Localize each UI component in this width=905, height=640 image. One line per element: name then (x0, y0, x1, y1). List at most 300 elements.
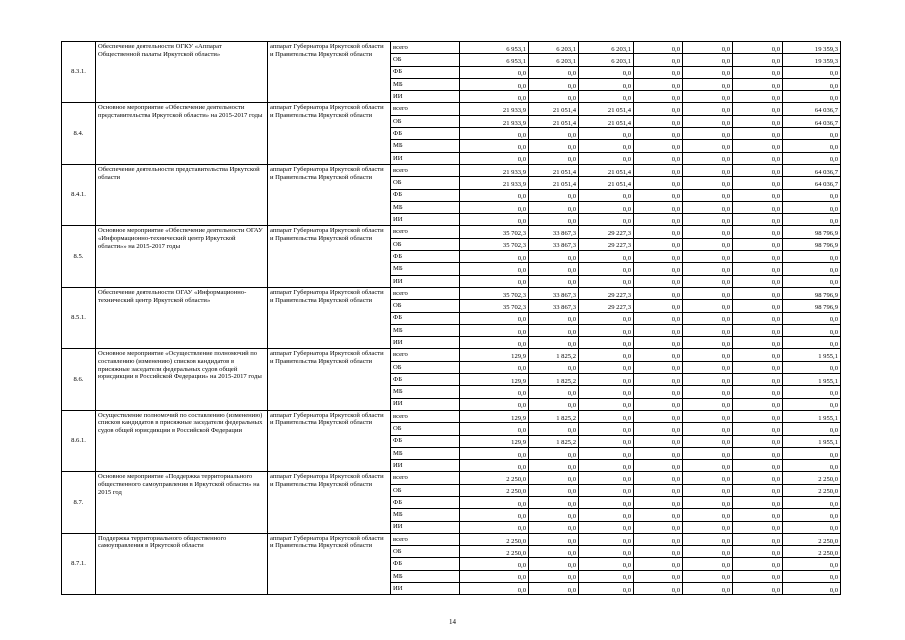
funding-source-cell: всего (391, 472, 460, 484)
value-cell: 21 051,4 (529, 103, 579, 115)
value-cell: 0,0 (683, 570, 733, 582)
value-cell: 0,0 (733, 324, 783, 336)
total-value-cell: 64 036,7 (783, 164, 841, 176)
value-cell: 0,0 (733, 374, 783, 386)
value-cell: 0,0 (683, 177, 733, 189)
funding-source-cell: всего (391, 533, 460, 545)
value-cell: 0,0 (683, 484, 733, 496)
value-cell: 0,0 (733, 91, 783, 103)
value-cell: 0,0 (683, 312, 733, 324)
value-cell: 6 953,1 (460, 54, 529, 66)
value-cell: 0,0 (733, 361, 783, 373)
value-cell: 0,0 (529, 583, 579, 595)
value-cell: 0,0 (460, 583, 529, 595)
item-name-cell: Основное мероприятие «Обеспечение деятельности ОГАУ «Информационно-технический центр Иркутской области»» на 2015-2017 годы (96, 226, 268, 287)
value-cell: 21 051,4 (529, 164, 579, 176)
value-cell: 0,0 (634, 472, 683, 484)
executor-cell: аппарат Губернатора Иркутской области и Правительства Иркутской области (268, 349, 391, 410)
executor-cell: аппарат Губернатора Иркутской области и Правительства Иркутской области (268, 533, 391, 594)
item-name-cell: Обеспечение деятельности представительства Иркутской области (96, 164, 268, 225)
total-value-cell: 0,0 (783, 496, 841, 508)
value-cell: 0,0 (733, 570, 783, 582)
funding-source-cell: ОБ (391, 546, 460, 558)
funding-source-cell: ФБ (391, 128, 460, 140)
value-cell: 0,0 (683, 447, 733, 459)
funding-source-cell: МБ (391, 140, 460, 152)
value-cell: 0,0 (733, 128, 783, 140)
value-cell: 0,0 (529, 324, 579, 336)
value-cell: 0,0 (683, 78, 733, 90)
value-cell: 0,0 (529, 472, 579, 484)
funding-source-cell: МБ (391, 201, 460, 213)
value-cell: 0,0 (733, 287, 783, 299)
funding-source-cell: всего (391, 103, 460, 115)
value-cell: 21 051,4 (579, 103, 634, 115)
value-cell: 0,0 (634, 300, 683, 312)
funding-source-cell: МБ (391, 447, 460, 459)
value-cell: 0,0 (579, 460, 634, 472)
value-cell: 21 051,4 (529, 177, 579, 189)
value-cell: 0,0 (733, 546, 783, 558)
value-cell: 21 933,9 (460, 103, 529, 115)
executor-cell: аппарат Губернатора Иркутской области и Правительства Иркутской области (268, 410, 391, 471)
total-value-cell: 0,0 (783, 361, 841, 373)
value-cell: 0,0 (529, 521, 579, 533)
value-cell: 0,0 (733, 263, 783, 275)
total-value-cell: 0,0 (783, 447, 841, 459)
value-cell: 0,0 (529, 361, 579, 373)
value-cell: 0,0 (460, 312, 529, 324)
value-cell: 0,0 (579, 447, 634, 459)
value-cell: 0,0 (733, 177, 783, 189)
value-cell: 29 227,3 (579, 238, 634, 250)
value-cell: 0,0 (683, 324, 733, 336)
value-cell: 2 250,0 (460, 472, 529, 484)
value-cell: 0,0 (460, 66, 529, 78)
value-cell: 0,0 (733, 509, 783, 521)
total-value-cell: 0,0 (783, 91, 841, 103)
value-cell: 0,0 (634, 128, 683, 140)
value-cell: 2 250,0 (460, 484, 529, 496)
value-cell: 0,0 (733, 201, 783, 213)
value-cell: 0,0 (529, 189, 579, 201)
value-cell: 0,0 (634, 115, 683, 127)
total-value-cell: 0,0 (783, 128, 841, 140)
value-cell: 0,0 (733, 300, 783, 312)
total-value-cell: 2 250,0 (783, 484, 841, 496)
total-value-cell: 98 796,9 (783, 287, 841, 299)
total-value-cell: 0,0 (783, 423, 841, 435)
value-cell: 0,0 (683, 263, 733, 275)
value-cell: 129,9 (460, 349, 529, 361)
value-cell: 0,0 (683, 509, 733, 521)
value-cell: 0,0 (634, 509, 683, 521)
value-cell: 29 227,3 (579, 300, 634, 312)
value-cell: 0,0 (460, 496, 529, 508)
value-cell: 0,0 (579, 484, 634, 496)
executor-cell: аппарат Губернатора Иркутской области и Правительства Иркутской области (268, 226, 391, 287)
value-cell: 0,0 (579, 398, 634, 410)
total-value-cell: 0,0 (783, 312, 841, 324)
value-cell: 0,0 (529, 78, 579, 90)
value-cell: 0,0 (683, 460, 733, 472)
total-value-cell: 0,0 (783, 509, 841, 521)
item-code-cell: 8.4. (62, 103, 96, 164)
value-cell: 0,0 (579, 128, 634, 140)
value-cell: 0,0 (634, 558, 683, 570)
page-number: 14 (449, 618, 456, 626)
value-cell: 0,0 (683, 251, 733, 263)
value-cell: 0,0 (579, 201, 634, 213)
value-cell: 0,0 (733, 103, 783, 115)
value-cell: 0,0 (460, 189, 529, 201)
value-cell: 0,0 (634, 447, 683, 459)
value-cell: 21 051,4 (579, 177, 634, 189)
total-value-cell: 0,0 (783, 275, 841, 287)
value-cell: 0,0 (683, 238, 733, 250)
funding-source-cell: ФБ (391, 435, 460, 447)
value-cell: 0,0 (683, 410, 733, 422)
value-cell: 6 203,1 (579, 42, 634, 54)
value-cell: 35 702,3 (460, 300, 529, 312)
total-value-cell: 0,0 (783, 152, 841, 164)
value-cell: 0,0 (683, 42, 733, 54)
value-cell: 0,0 (529, 263, 579, 275)
value-cell: 0,0 (683, 337, 733, 349)
value-cell: 0,0 (579, 78, 634, 90)
executor-cell: аппарат Губернатора Иркутской области и Правительства Иркутской области (268, 287, 391, 348)
funding-source-cell: ОБ (391, 238, 460, 250)
funding-source-cell: ФБ (391, 374, 460, 386)
value-cell: 0,0 (683, 140, 733, 152)
value-cell: 0,0 (529, 423, 579, 435)
value-cell: 0,0 (733, 251, 783, 263)
value-cell: 129,9 (460, 410, 529, 422)
value-cell: 0,0 (460, 447, 529, 459)
funding-source-cell: МБ (391, 78, 460, 90)
funding-source-cell: ИИ (391, 460, 460, 472)
funding-source-cell: ФБ (391, 251, 460, 263)
value-cell: 0,0 (579, 189, 634, 201)
value-cell: 0,0 (460, 324, 529, 336)
value-cell: 0,0 (733, 164, 783, 176)
value-cell: 0,0 (634, 66, 683, 78)
value-cell: 0,0 (529, 91, 579, 103)
table-row (62, 164, 841, 176)
value-cell: 0,0 (634, 226, 683, 238)
item-name-cell: Поддержка территориального общественного самоуправления в Иркутской области (96, 533, 268, 594)
value-cell: 0,0 (579, 435, 634, 447)
total-value-cell: 0,0 (783, 66, 841, 78)
value-cell: 0,0 (460, 521, 529, 533)
value-cell: 0,0 (683, 398, 733, 410)
total-value-cell: 98 796,9 (783, 226, 841, 238)
value-cell: 6 203,1 (529, 42, 579, 54)
budget-table-body (62, 42, 841, 595)
value-cell: 0,0 (634, 410, 683, 422)
value-cell: 0,0 (460, 398, 529, 410)
value-cell: 0,0 (460, 128, 529, 140)
value-cell: 1 825,2 (529, 410, 579, 422)
value-cell: 0,0 (634, 103, 683, 115)
total-value-cell: 0,0 (783, 386, 841, 398)
value-cell: 0,0 (579, 558, 634, 570)
value-cell: 33 867,3 (529, 226, 579, 238)
value-cell: 0,0 (733, 66, 783, 78)
value-cell: 0,0 (579, 496, 634, 508)
total-value-cell: 1 955,1 (783, 435, 841, 447)
value-cell: 21 933,9 (460, 115, 529, 127)
item-name-cell: Основное мероприятие «Осуществление полномочий по составлению (изменению) списков кандидатов в присяжные заседатели федеральных судов общей юрисдикции в Российской Федерации» на 2015-2017 годы (96, 349, 268, 410)
value-cell: 0,0 (460, 140, 529, 152)
value-cell: 0,0 (634, 496, 683, 508)
value-cell: 0,0 (683, 472, 733, 484)
table-row (62, 349, 841, 361)
funding-source-cell: ИИ (391, 337, 460, 349)
funding-source-cell: ФБ (391, 189, 460, 201)
total-value-cell: 0,0 (783, 521, 841, 533)
value-cell: 0,0 (733, 447, 783, 459)
value-cell: 0,0 (460, 509, 529, 521)
value-cell: 0,0 (529, 201, 579, 213)
value-cell: 0,0 (579, 66, 634, 78)
value-cell: 0,0 (683, 214, 733, 226)
value-cell: 0,0 (529, 251, 579, 263)
funding-source-cell: МБ (391, 263, 460, 275)
value-cell: 0,0 (634, 324, 683, 336)
value-cell: 0,0 (733, 214, 783, 226)
executor-cell: аппарат Губернатора Иркутской области и Правительства Иркутской области (268, 164, 391, 225)
value-cell: 0,0 (579, 214, 634, 226)
funding-source-cell: ОБ (391, 54, 460, 66)
table-row (62, 103, 841, 115)
value-cell: 0,0 (460, 558, 529, 570)
value-cell: 0,0 (460, 152, 529, 164)
value-cell: 0,0 (529, 398, 579, 410)
value-cell: 0,0 (683, 66, 733, 78)
value-cell: 0,0 (634, 78, 683, 90)
funding-source-cell: МБ (391, 324, 460, 336)
value-cell: 0,0 (733, 472, 783, 484)
value-cell: 0,0 (733, 337, 783, 349)
value-cell: 0,0 (733, 435, 783, 447)
value-cell: 0,0 (579, 509, 634, 521)
value-cell: 0,0 (529, 460, 579, 472)
value-cell: 0,0 (733, 423, 783, 435)
item-name-cell: Основное мероприятие «Обеспечение деятельности представительства Иркутской области» на 2015-2017 годы (96, 103, 268, 164)
value-cell: 0,0 (733, 275, 783, 287)
value-cell: 0,0 (683, 374, 733, 386)
value-cell: 0,0 (733, 460, 783, 472)
table-row (62, 533, 841, 545)
table-row (62, 287, 841, 299)
value-cell: 0,0 (529, 140, 579, 152)
funding-source-cell: МБ (391, 509, 460, 521)
value-cell: 0,0 (460, 337, 529, 349)
value-cell: 0,0 (529, 337, 579, 349)
funding-source-cell: ИИ (391, 398, 460, 410)
value-cell: 0,0 (634, 337, 683, 349)
funding-source-cell: ИИ (391, 214, 460, 226)
total-value-cell: 0,0 (783, 189, 841, 201)
value-cell: 0,0 (460, 214, 529, 226)
value-cell: 0,0 (634, 460, 683, 472)
value-cell: 0,0 (683, 583, 733, 595)
value-cell: 0,0 (634, 201, 683, 213)
value-cell: 129,9 (460, 435, 529, 447)
value-cell: 0,0 (634, 140, 683, 152)
value-cell: 0,0 (683, 423, 733, 435)
value-cell: 0,0 (733, 226, 783, 238)
value-cell: 0,0 (579, 337, 634, 349)
total-value-cell: 19 359,3 (783, 42, 841, 54)
executor-cell: аппарат Губернатора Иркутской области и Правительства Иркутской области (268, 103, 391, 164)
value-cell: 0,0 (529, 128, 579, 140)
item-code-cell: 8.7.1. (62, 533, 96, 594)
value-cell: 0,0 (579, 275, 634, 287)
value-cell: 0,0 (733, 533, 783, 545)
funding-source-cell: ФБ (391, 66, 460, 78)
value-cell: 0,0 (733, 238, 783, 250)
value-cell: 1 825,2 (529, 374, 579, 386)
value-cell: 0,0 (733, 484, 783, 496)
value-cell: 0,0 (529, 546, 579, 558)
value-cell: 0,0 (634, 189, 683, 201)
total-value-cell: 0,0 (783, 140, 841, 152)
value-cell: 0,0 (733, 521, 783, 533)
value-cell: 0,0 (683, 201, 733, 213)
value-cell: 21 051,4 (579, 164, 634, 176)
value-cell: 0,0 (529, 484, 579, 496)
total-value-cell: 0,0 (783, 324, 841, 336)
value-cell: 0,0 (579, 546, 634, 558)
value-cell: 0,0 (634, 238, 683, 250)
executor-cell: аппарат Губернатора Иркутской области и Правительства Иркутской области (268, 42, 391, 103)
value-cell: 29 227,3 (579, 226, 634, 238)
value-cell: 0,0 (460, 201, 529, 213)
total-value-cell: 0,0 (783, 558, 841, 570)
value-cell: 0,0 (579, 386, 634, 398)
funding-source-cell: ОБ (391, 177, 460, 189)
value-cell: 0,0 (460, 386, 529, 398)
value-cell: 0,0 (683, 349, 733, 361)
value-cell: 0,0 (579, 423, 634, 435)
item-code-cell: 8.5.1. (62, 287, 96, 348)
total-value-cell: 0,0 (783, 460, 841, 472)
value-cell: 35 702,3 (460, 238, 529, 250)
item-name-cell: Основное мероприятие «Поддержка территориального общественного самоуправления в Иркутской области» на 2015 год (96, 472, 268, 533)
value-cell: 0,0 (460, 91, 529, 103)
value-cell: 0,0 (529, 570, 579, 582)
value-cell: 0,0 (460, 361, 529, 373)
item-code-cell: 8.5. (62, 226, 96, 287)
value-cell: 0,0 (733, 42, 783, 54)
value-cell: 0,0 (460, 423, 529, 435)
value-cell: 0,0 (460, 251, 529, 263)
value-cell: 0,0 (733, 496, 783, 508)
value-cell: 0,0 (733, 410, 783, 422)
value-cell: 0,0 (460, 78, 529, 90)
value-cell: 0,0 (683, 546, 733, 558)
value-cell: 0,0 (733, 398, 783, 410)
total-value-cell: 19 359,3 (783, 54, 841, 66)
value-cell: 0,0 (683, 128, 733, 140)
value-cell: 0,0 (683, 558, 733, 570)
table-row (62, 226, 841, 238)
value-cell: 21 933,9 (460, 177, 529, 189)
total-value-cell: 0,0 (783, 251, 841, 263)
value-cell: 0,0 (634, 361, 683, 373)
total-value-cell: 2 250,0 (783, 533, 841, 545)
value-cell: 0,0 (634, 484, 683, 496)
value-cell: 0,0 (529, 386, 579, 398)
value-cell: 0,0 (634, 583, 683, 595)
funding-source-cell: всего (391, 349, 460, 361)
value-cell: 33 867,3 (529, 238, 579, 250)
value-cell: 0,0 (634, 435, 683, 447)
value-cell: 0,0 (634, 177, 683, 189)
funding-source-cell: всего (391, 287, 460, 299)
value-cell: 0,0 (733, 583, 783, 595)
value-cell: 29 227,3 (579, 287, 634, 299)
value-cell: 0,0 (460, 275, 529, 287)
value-cell: 0,0 (529, 509, 579, 521)
value-cell: 0,0 (683, 435, 733, 447)
value-cell: 0,0 (733, 152, 783, 164)
total-value-cell: 1 955,1 (783, 410, 841, 422)
value-cell: 0,0 (683, 164, 733, 176)
total-value-cell: 1 955,1 (783, 374, 841, 386)
value-cell: 0,0 (634, 312, 683, 324)
value-cell: 0,0 (460, 570, 529, 582)
value-cell: 33 867,3 (529, 300, 579, 312)
total-value-cell: 0,0 (783, 570, 841, 582)
funding-source-cell: ФБ (391, 312, 460, 324)
value-cell: 0,0 (529, 533, 579, 545)
value-cell: 0,0 (733, 189, 783, 201)
value-cell: 0,0 (683, 115, 733, 127)
funding-source-cell: МБ (391, 570, 460, 582)
value-cell: 0,0 (634, 570, 683, 582)
value-cell: 0,0 (460, 263, 529, 275)
value-cell: 1 825,2 (529, 435, 579, 447)
value-cell: 33 867,3 (529, 287, 579, 299)
value-cell: 0,0 (683, 226, 733, 238)
value-cell: 0,0 (579, 152, 634, 164)
value-cell: 0,0 (579, 410, 634, 422)
value-cell: 0,0 (634, 533, 683, 545)
value-cell: 0,0 (579, 140, 634, 152)
value-cell: 0,0 (579, 349, 634, 361)
value-cell: 0,0 (733, 54, 783, 66)
total-value-cell: 1 955,1 (783, 349, 841, 361)
value-cell: 0,0 (529, 66, 579, 78)
value-cell: 0,0 (529, 447, 579, 459)
funding-source-cell: ИИ (391, 91, 460, 103)
value-cell: 0,0 (634, 251, 683, 263)
value-cell: 0,0 (529, 558, 579, 570)
total-value-cell: 64 036,7 (783, 103, 841, 115)
funding-source-cell: ИИ (391, 152, 460, 164)
value-cell: 0,0 (634, 275, 683, 287)
value-cell: 0,0 (683, 361, 733, 373)
funding-source-cell: ОБ (391, 115, 460, 127)
value-cell: 0,0 (579, 251, 634, 263)
value-cell: 0,0 (579, 570, 634, 582)
value-cell: 0,0 (579, 583, 634, 595)
value-cell: 2 250,0 (460, 546, 529, 558)
funding-source-cell: всего (391, 410, 460, 422)
